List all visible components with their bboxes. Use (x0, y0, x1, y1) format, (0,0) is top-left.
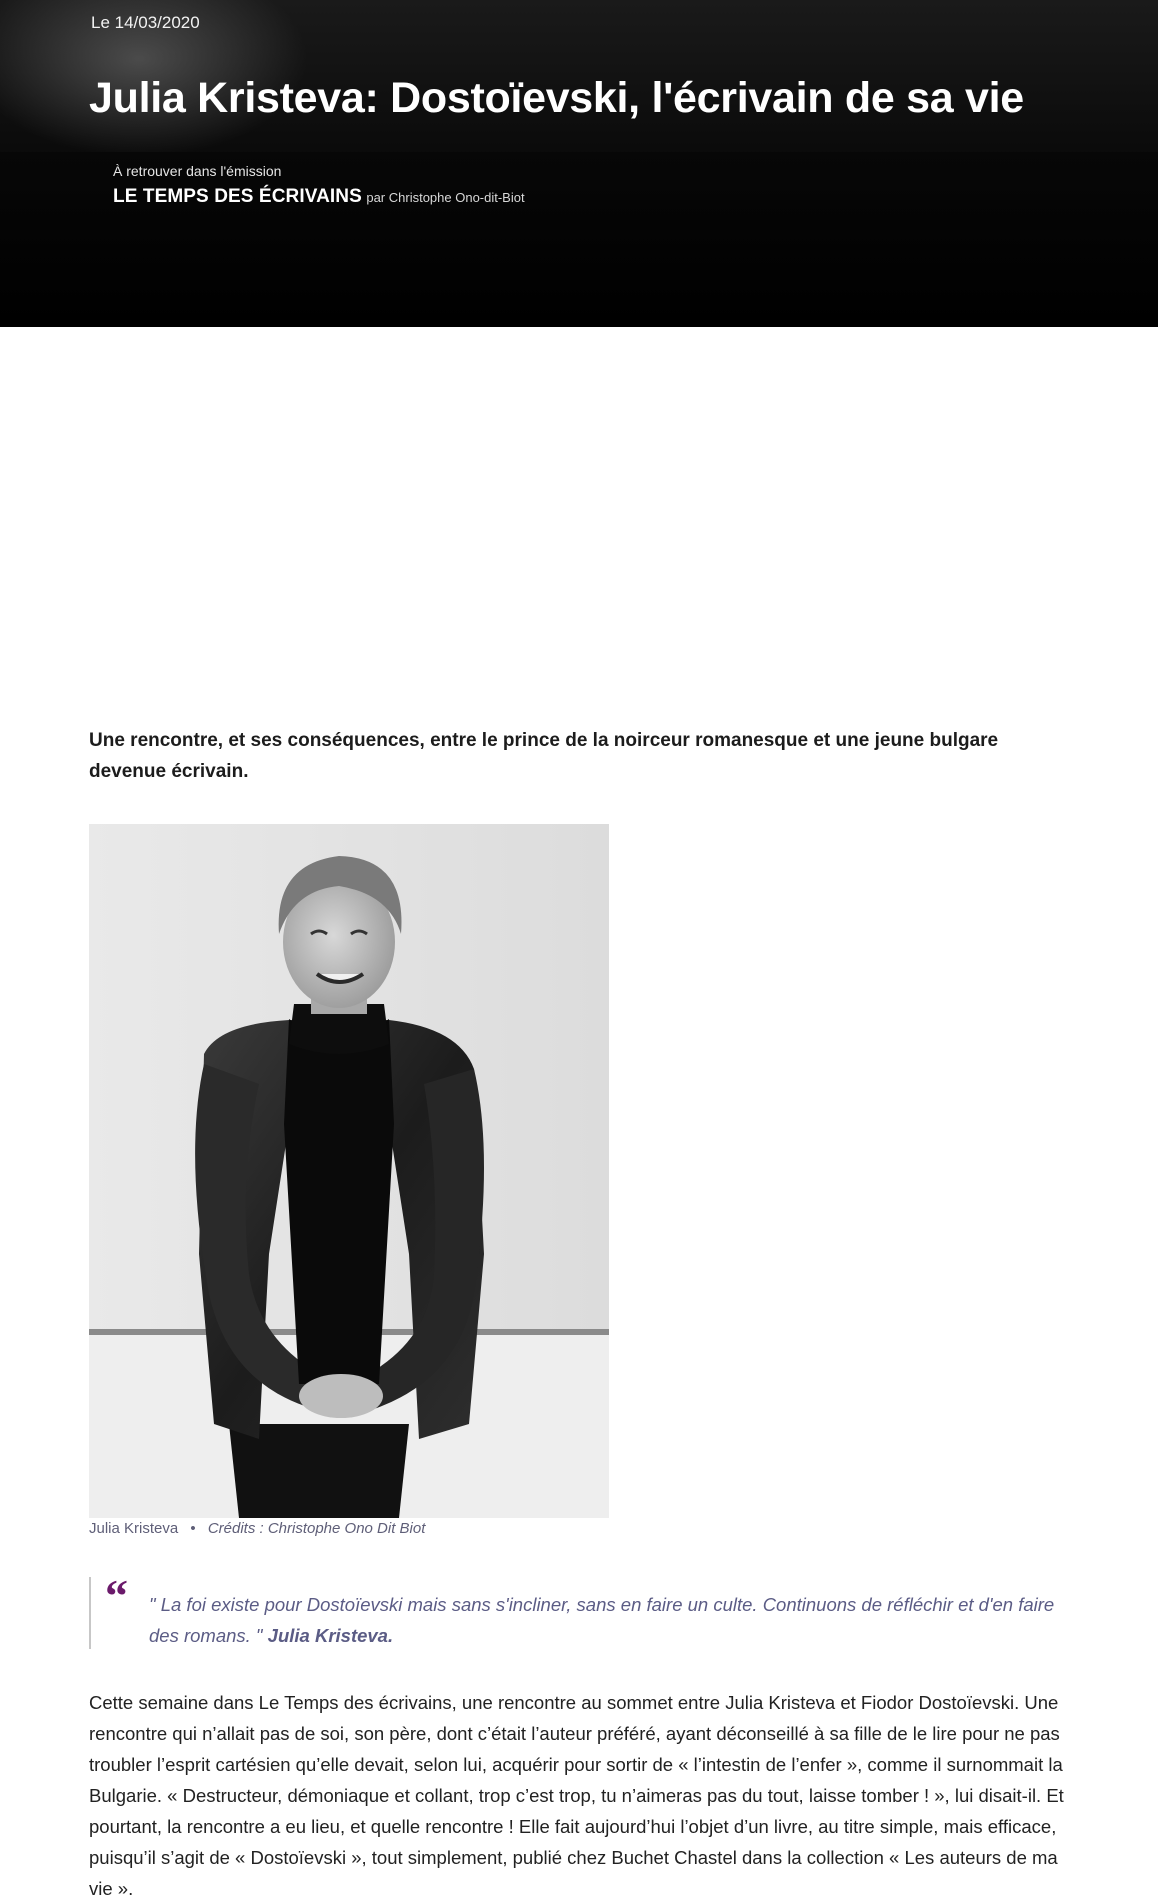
image-caption (89, 1520, 425, 1537)
show-intro: À retrouver dans l'émission (113, 163, 282, 179)
publish-date: Le 14/03/2020 (91, 13, 200, 32)
article-lead: Une rencontre, et ses conséquences, entre le prince de la noirceur romanesque et une jeune bulgare devenue écrivain. (89, 730, 999, 782)
show-author: par Christophe Ono-dit-Biot (366, 190, 525, 205)
article-body: Cette semaine dans Le Temps des écrivains, une rencontre au sommet entre Julia Kristeva et Fiodor Dostoïevski. Une rencontre qui n’allait pas de soi, son père, dont c’était l’auteur préféré, ayant déconseillé à sa fille de le lire pour ne pas troubler l’esprit cartésien qu’elle devait, selon lui, acquérir pour sortir de « l’intestin de l’enfer », comme il surnommait la Bulgarie. « Destructeur, démoniaque et collant, trop c’est trop, tu n’aimeras pas du tout, laisse tomber ! », lui disait-il. Et pourtant, la rencontre a eu lieu, et quelle rencontre ! Elle fait aujourd’hui l’objet d’un livre, au titre simple, mais efficace, puisqu’il s’agit de « Dostoïevski », tout simplement, publié chez Buchet Chastel dans la collection « Les auteurs de ma vie ». (89, 1692, 1064, 1899)
article-header (0, 0, 1158, 327)
caption-subject: Julia Kristeva (89, 1520, 179, 1537)
page-title: Julia Kristeva: Dostoïevski, l'écrivain de sa vie (89, 74, 1024, 122)
quote-mark-icon: “ (105, 1570, 128, 1621)
show-info (113, 163, 525, 208)
portrait-photo (89, 824, 609, 1518)
pull-quote (89, 1570, 1071, 1649)
quote-body: " La foi existe pour Dostoïevski mais sans s'incliner, sans en faire un culte. Continuons de réfléchir et d'en faire des romans. " (149, 1594, 1055, 1646)
quote-author: Julia Kristeva. (267, 1625, 394, 1646)
caption-separator: • (190, 1520, 196, 1537)
quote-text (149, 1589, 1069, 1651)
show-name-link[interactable]: LE TEMPS DES ÉCRIVAINS (113, 186, 362, 207)
portrait-photo-icon (89, 824, 609, 1518)
caption-credits: Crédits : Christophe Ono Dit Biot (207, 1520, 426, 1537)
